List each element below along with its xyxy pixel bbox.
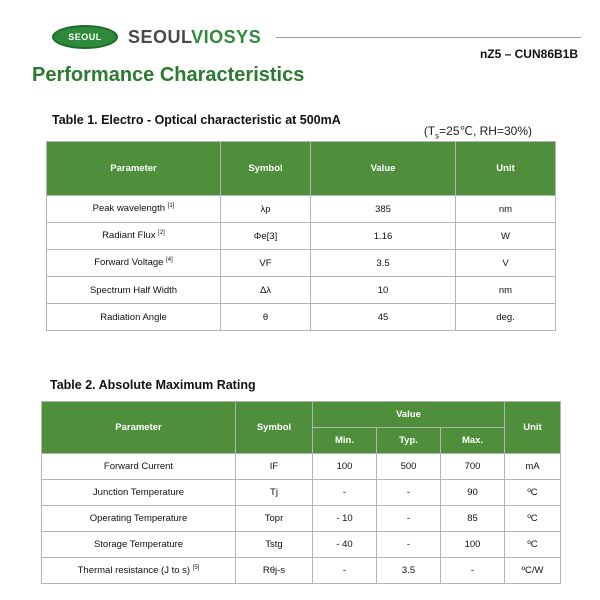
logo-word-viosys: VIOSYS [191,26,262,47]
symbol-cell [221,304,311,331]
max-cell [441,480,505,506]
table2-header-typ: Typ. [377,428,441,454]
parameter-cell [42,506,236,532]
max-cell-text: 100 [464,539,481,550]
unit-cell [505,506,561,532]
value-cell [311,250,456,277]
min-cell-text: - 40 [336,539,353,550]
table2-row [42,532,561,558]
value-cell-text: 45 [377,311,389,323]
table1-header-value: Value [311,142,456,196]
unit-cell [505,480,561,506]
symbol-cell [236,506,313,532]
min-cell [313,480,377,506]
symbol-cell-text: VF [259,257,272,269]
unit-cell-text: nm [498,203,513,215]
value-cell [311,223,456,250]
typ-cell [377,454,441,480]
header-rule [276,37,581,38]
table2-header-max: Max. [441,428,505,454]
parameter-cell-text: Forward Voltage [94,257,164,269]
typ-cell-text: 500 [400,461,417,472]
max-cell-text: 85 [467,513,478,524]
table1-conditions: ($T_s=25℃$, RH=30%) [423,124,532,141]
table2-header-row [42,402,561,428]
unit-cell-text: ºC [527,513,538,524]
logo-wordmark [128,27,261,48]
max-cell [441,558,505,584]
footnote-ref: [1] [167,203,175,210]
table2-header-parameter: Parameter [42,402,236,454]
symbol-cell-text: Rθj-s [262,565,286,576]
unit-cell-text: ºC [527,539,538,550]
min-cell [313,532,377,558]
table2-header-value: Value [313,402,505,428]
parameter-cell [42,454,236,480]
table2-header-unit: Unit [505,402,561,454]
footnote-ref: [2] [158,230,165,237]
table2-row [42,454,561,480]
symbol-cell-text: Tstg [265,539,283,550]
symbol-cell [221,277,311,304]
typ-cell-text: - [406,539,411,550]
unit-cell-text: ºC/W [521,565,544,576]
unit-cell-text: V [502,257,509,269]
table1-row [47,277,556,304]
symbol-cell-text: λp [260,203,271,215]
electro-optical-table [46,141,556,331]
symbol-cell [236,480,313,506]
parameter-cell-text: Radiant Flux [102,230,156,242]
parameter-cell-text: Junction Temperature [92,487,185,498]
unit-cell [456,196,556,223]
absolute-max-rating-table [41,401,561,584]
symbol-cell [236,558,313,584]
table1-header-unit: Unit [456,142,556,196]
typ-cell-text: 3.5 [401,565,416,576]
symbol-cell-text: Topr [264,513,284,524]
parameter-cell [47,223,221,250]
parameter-cell-text: Radiation Angle [100,311,167,323]
max-cell-text: - [470,565,475,576]
typ-cell [377,506,441,532]
max-cell [441,454,505,480]
min-cell-text: - 10 [336,513,353,524]
unit-cell [505,532,561,558]
value-cell [311,304,456,331]
value-cell [311,277,456,304]
parameter-cell [47,196,221,223]
unit-cell-text: ºC [527,487,538,498]
symbol-cell [221,223,311,250]
max-cell-text: 90 [467,487,478,498]
model-number: nZ5 – CUN86B1B [479,47,578,61]
value-cell-text: 1.16 [373,230,393,242]
parameter-cell [42,532,236,558]
unit-cell-text: mA [525,461,540,472]
typ-cell [377,480,441,506]
parameter-cell [47,250,221,277]
table1-header-parameter: Parameter [47,142,221,196]
parameter-cell-text: Peak wavelength [92,203,166,215]
table1-row [47,196,556,223]
table2-row [42,506,561,532]
table2-caption: Table 2. Absolute Maximum Rating [50,378,256,392]
table1-header-row [47,142,556,196]
min-cell [313,454,377,480]
table2-header-min: Min. [313,428,377,454]
symbol-cell-text: Δλ [259,284,272,296]
table1-row [47,223,556,250]
symbol-cell [221,250,311,277]
min-cell [313,558,377,584]
max-cell [441,532,505,558]
typ-cell [377,532,441,558]
table1-row [47,304,556,331]
table1-header-symbol: Symbol [221,142,311,196]
unit-cell [456,223,556,250]
table1-caption: Table 1. Electro - Optical characteristic at 500mA [52,113,341,127]
symbol-cell [221,196,311,223]
parameter-cell-text: Storage Temperature [93,539,184,550]
max-cell [441,506,505,532]
footnote-ref: [5] [192,564,200,571]
value-cell-text: 385 [375,203,391,215]
symbol-cell [236,454,313,480]
unit-cell [505,454,561,480]
max-cell-text: 700 [464,461,481,472]
symbol-cell-text: IF [269,461,279,472]
footnote-ref: [4] [166,257,173,264]
unit-cell [456,277,556,304]
logo-word-seoul: SEOUL [128,26,192,47]
unit-cell-text: deg. [496,311,515,323]
parameter-cell-text: Forward Current [103,461,174,472]
parameter-cell [42,480,236,506]
parameter-cell [47,304,221,331]
symbol-cell-text: Tj [270,487,278,498]
value-cell [311,196,456,223]
table2-row [42,480,561,506]
page-title: Performance Characteristics [32,64,305,86]
typ-cell-text: - [406,513,411,524]
typ-cell-text: - [406,487,411,498]
parameter-cell-text: Operating Temperature [89,513,188,524]
symbol-cell [236,532,313,558]
table2-row [42,558,561,584]
typ-cell [377,558,441,584]
table2-header-symbol: Symbol [236,402,313,454]
min-cell-text: - [342,487,347,498]
unit-cell [456,250,556,277]
table1-row [47,250,556,277]
unit-cell-text: nm [498,284,513,296]
parameter-cell [47,277,221,304]
parameter-cell [42,558,236,584]
unit-cell [505,558,561,584]
parameter-cell-text: Thermal resistance (J to s) [77,565,191,577]
parameter-cell-text: Spectrum Half Width [89,284,178,296]
symbol-cell-text: θ [262,311,269,323]
symbol-cell-text: Φe[3] [253,230,278,242]
value-cell-text: 3.5 [376,257,390,269]
min-cell-text: 100 [336,461,353,472]
unit-cell [456,304,556,331]
min-cell [313,506,377,532]
value-cell-text: 10 [377,284,389,296]
min-cell-text: - [342,565,347,576]
seoul-viosys-logo [52,24,261,50]
unit-cell-text: W [501,230,510,242]
logo-badge: SEOUL [52,25,118,49]
